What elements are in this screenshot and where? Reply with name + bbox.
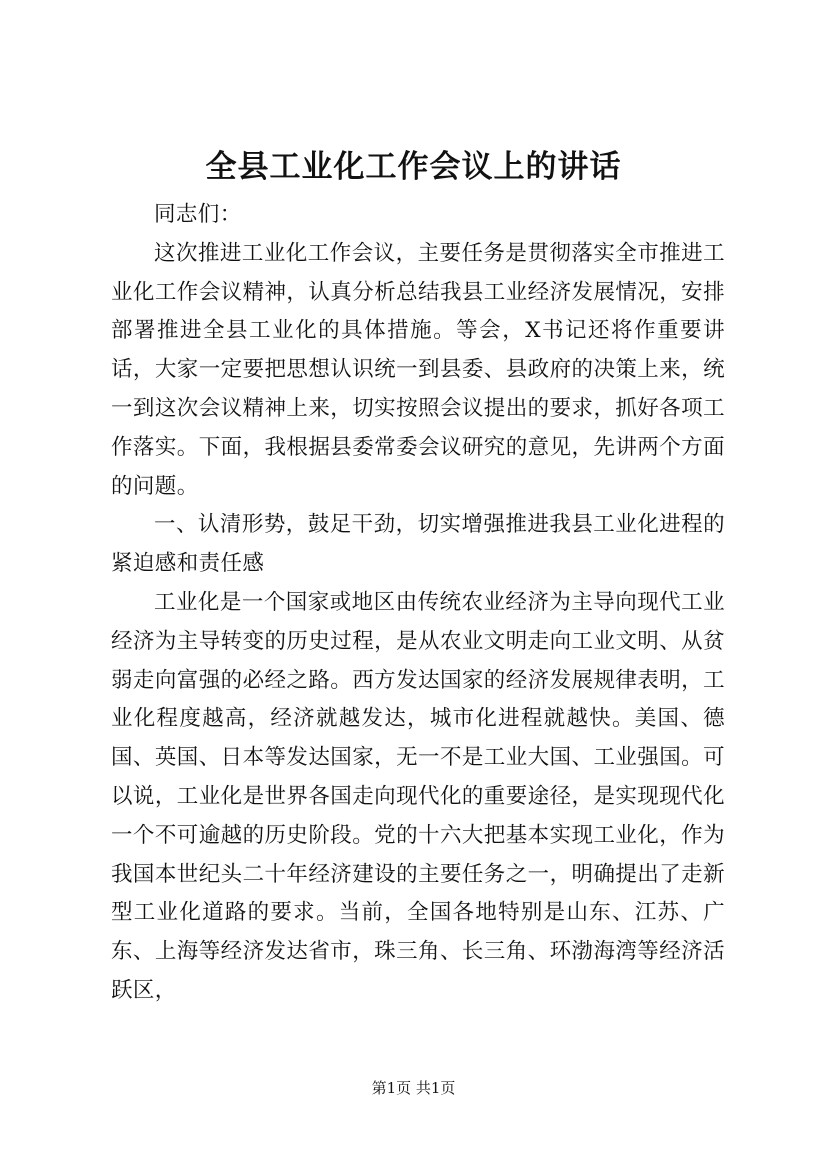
paragraph-intro: 这次推进工业化工作会议，主要任务是贯彻落实全市推进工业化工作会议精神，认真分析总结我县工业经济发展情况，安排部署推进全县工业化的具体措施。等会，X书记还将作重要讲话，大家一定要把思想认识统一到县委、县政府的决策上来，统一到这次会议精神上来，切实按照会议提出的要求，抓好各项工作落实。下面，我根据县委常委会议研究的意见，先讲两个方面的问题。 <box>111 240 725 499</box>
page-number-footer: 第1页 共1页 <box>371 1079 456 1097</box>
document-title: 全县工业化工作会议上的讲话 <box>205 149 622 185</box>
salutation: 同志们： <box>154 202 242 227</box>
document-body <box>111 196 725 1011</box>
section-heading: 一、认清形势，鼓足干劲，切实增强推进我县工业化进程的紧迫感和责任感 <box>111 512 725 577</box>
paragraph-industrialization: 工业化是一个国家或地区由传统农业经济为主导向现代工业经济为主导转变的历史过程，是从农业文明走向工业文明、从贫弱走向富强的必经之路。西方发达国家的经济发展规律表明，工业化程度越高，经济就越发达，城市化进程就越快。美国、德国、英国、日本等发达国家，无一不是工业大国、工业强国。可以说，工业化是世界各国走向现代化的重要途径，是实现现代化一个不可逾越的历史阶段。党的十六大把基本实现工业化，作为我国本世纪头二十年经济建设的主要任务之一，明确提出了走新型工业化道路的要求。当前，全国各地特别是山东、江苏、广东、上海等经济发达省市，珠三角、长三角、环渤海湾等经济活跃区， <box>111 589 725 1003</box>
